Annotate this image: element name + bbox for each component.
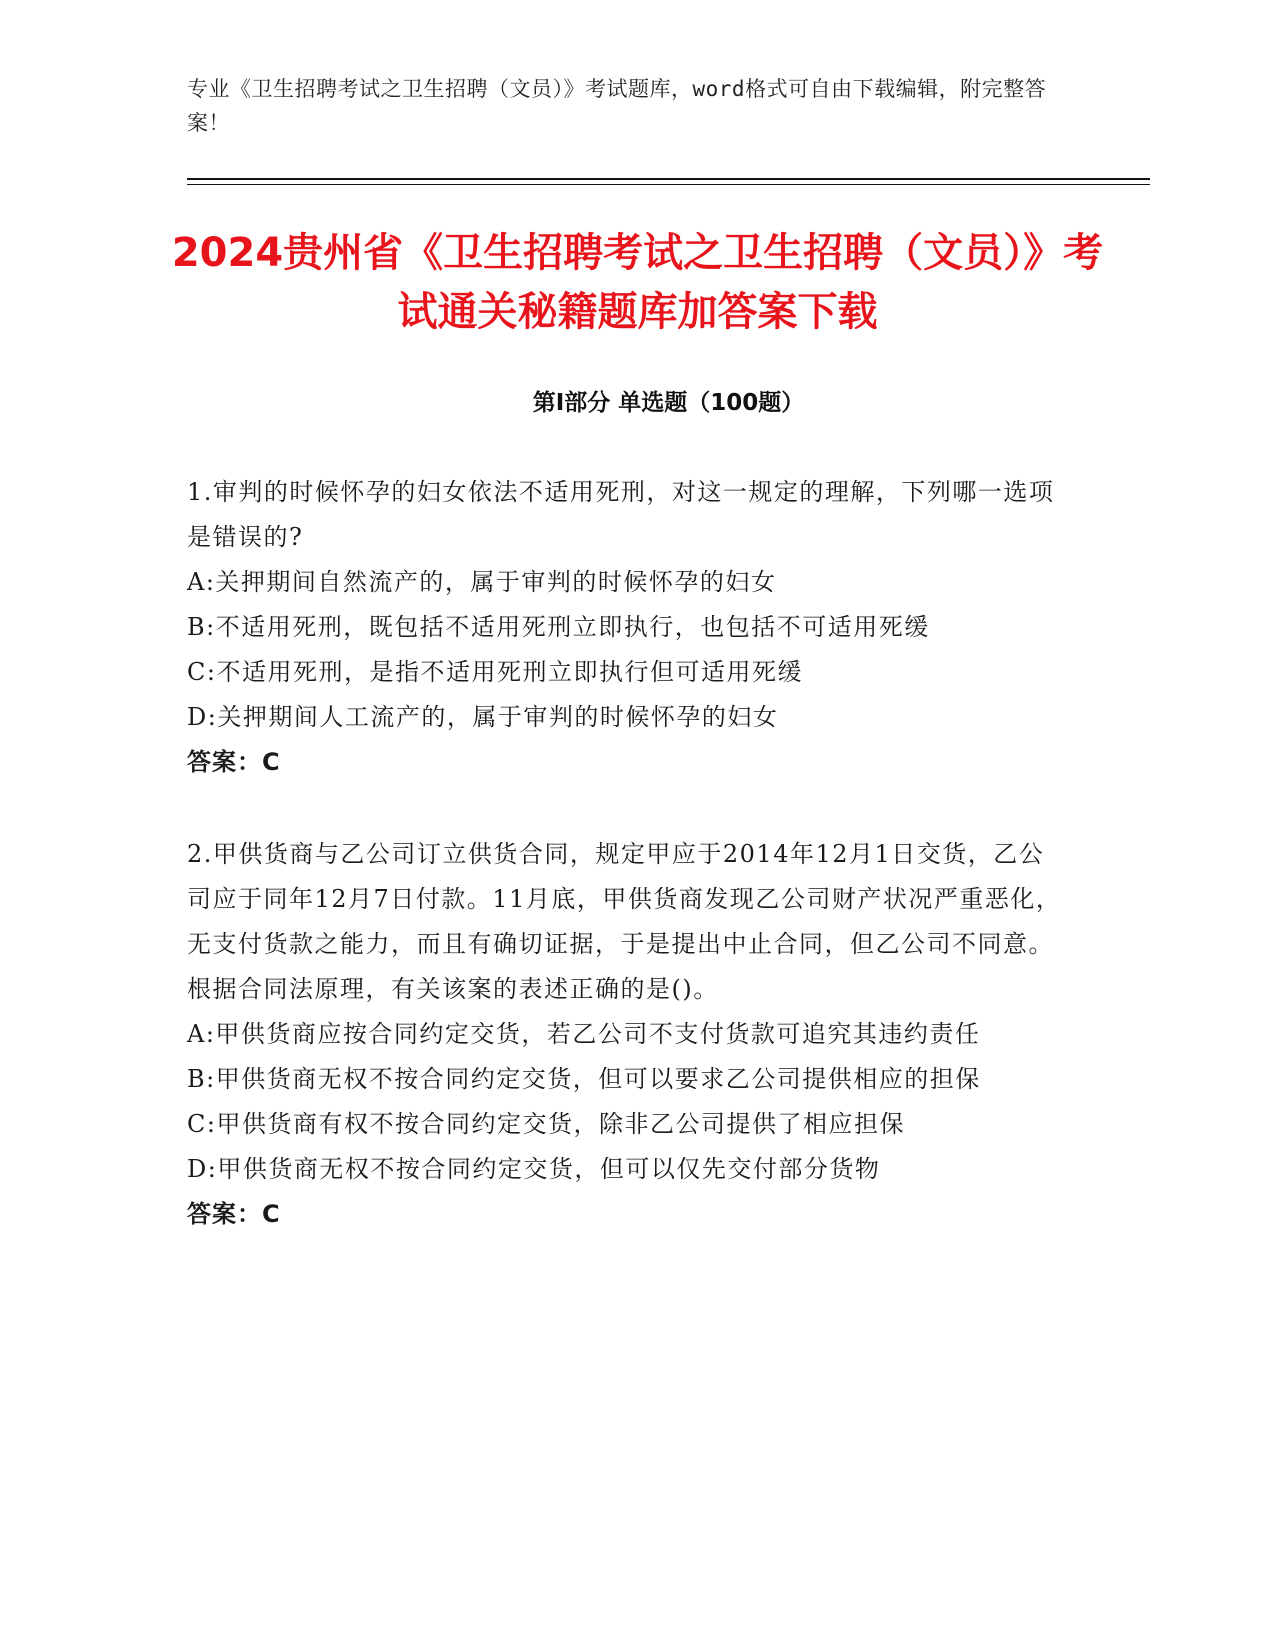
option-text: 甲供货商应按合同约定交货，若乙公司不支付货款可追究其违约责任 bbox=[215, 1020, 981, 1048]
option-c bbox=[187, 650, 1067, 695]
document-title: 2024贵州省《卫生招聘考试之卫生招聘（文员）》考试通关秘籍题库加答案下载 bbox=[171, 230, 1104, 335]
answer-line: 答案：C bbox=[187, 1200, 281, 1228]
option-text: 不适用死刑，既包括不适用死刑立即执行，也包括不可适用死缓 bbox=[215, 613, 930, 641]
option-text: 甲供货商有权不按合同约定交货，除非乙公司提供了相应担保 bbox=[216, 1110, 905, 1138]
option-text: 不适用死刑，是指不适用死刑立即执行但可适用死缓 bbox=[216, 658, 803, 686]
question-block bbox=[187, 832, 1067, 1237]
option-letter: B: bbox=[187, 613, 216, 641]
section-title: 第Ⅰ部分 单选题（100题） bbox=[532, 390, 805, 416]
option-d bbox=[187, 1147, 1067, 1192]
option-letter: B: bbox=[187, 1065, 216, 1093]
header-divider-thin bbox=[187, 184, 1150, 185]
option-b bbox=[187, 1057, 1067, 1102]
option-letter: A: bbox=[187, 568, 216, 596]
question-block bbox=[187, 470, 1067, 785]
option-text: 关押期间自然流产的，属于审判的时候怀孕的妇女 bbox=[215, 568, 777, 596]
option-d bbox=[187, 695, 1067, 740]
answer-line: 答案：C bbox=[187, 748, 281, 776]
option-letter: C: bbox=[187, 1110, 217, 1138]
option-letter: D: bbox=[187, 1155, 218, 1183]
option-letter: A: bbox=[187, 1020, 216, 1048]
option-letter: D: bbox=[187, 703, 218, 731]
option-a bbox=[187, 1012, 1067, 1057]
question-stem: 2.甲供货商与乙公司订立供货合同，规定甲应于2014年12月1日交货，乙公司应于同年12月7日付款。11月底，甲供货商发现乙公司财产状况严重恶化，无支付货款之能力，而且有确切证据，于是提出中止合同，但乙公司不同意。根据合同法原理，有关该案的表述正确的是()。 bbox=[187, 840, 1062, 1003]
option-text: 关押期间人工流产的，属于审判的时候怀孕的妇女 bbox=[217, 703, 779, 731]
option-b bbox=[187, 605, 1067, 650]
option-c bbox=[187, 1102, 1067, 1147]
header-divider-thick bbox=[187, 178, 1150, 180]
option-letter: C: bbox=[187, 658, 217, 686]
option-a bbox=[187, 560, 1067, 605]
option-text: 甲供货商无权不按合同约定交货，但可以要求乙公司提供相应的担保 bbox=[215, 1065, 981, 1093]
question-stem: 1.审判的时候怀孕的妇女依法不适用死刑，对这一规定的理解，下列哪一选项是错误的? bbox=[187, 478, 1055, 551]
option-text: 甲供货商无权不按合同约定交货，但可以仅先交付部分货物 bbox=[217, 1155, 881, 1183]
header-note: 专业《卫生招聘考试之卫生招聘（文员）》考试题库，word格式可自由下载编辑，附完整答案！ bbox=[187, 77, 1047, 135]
